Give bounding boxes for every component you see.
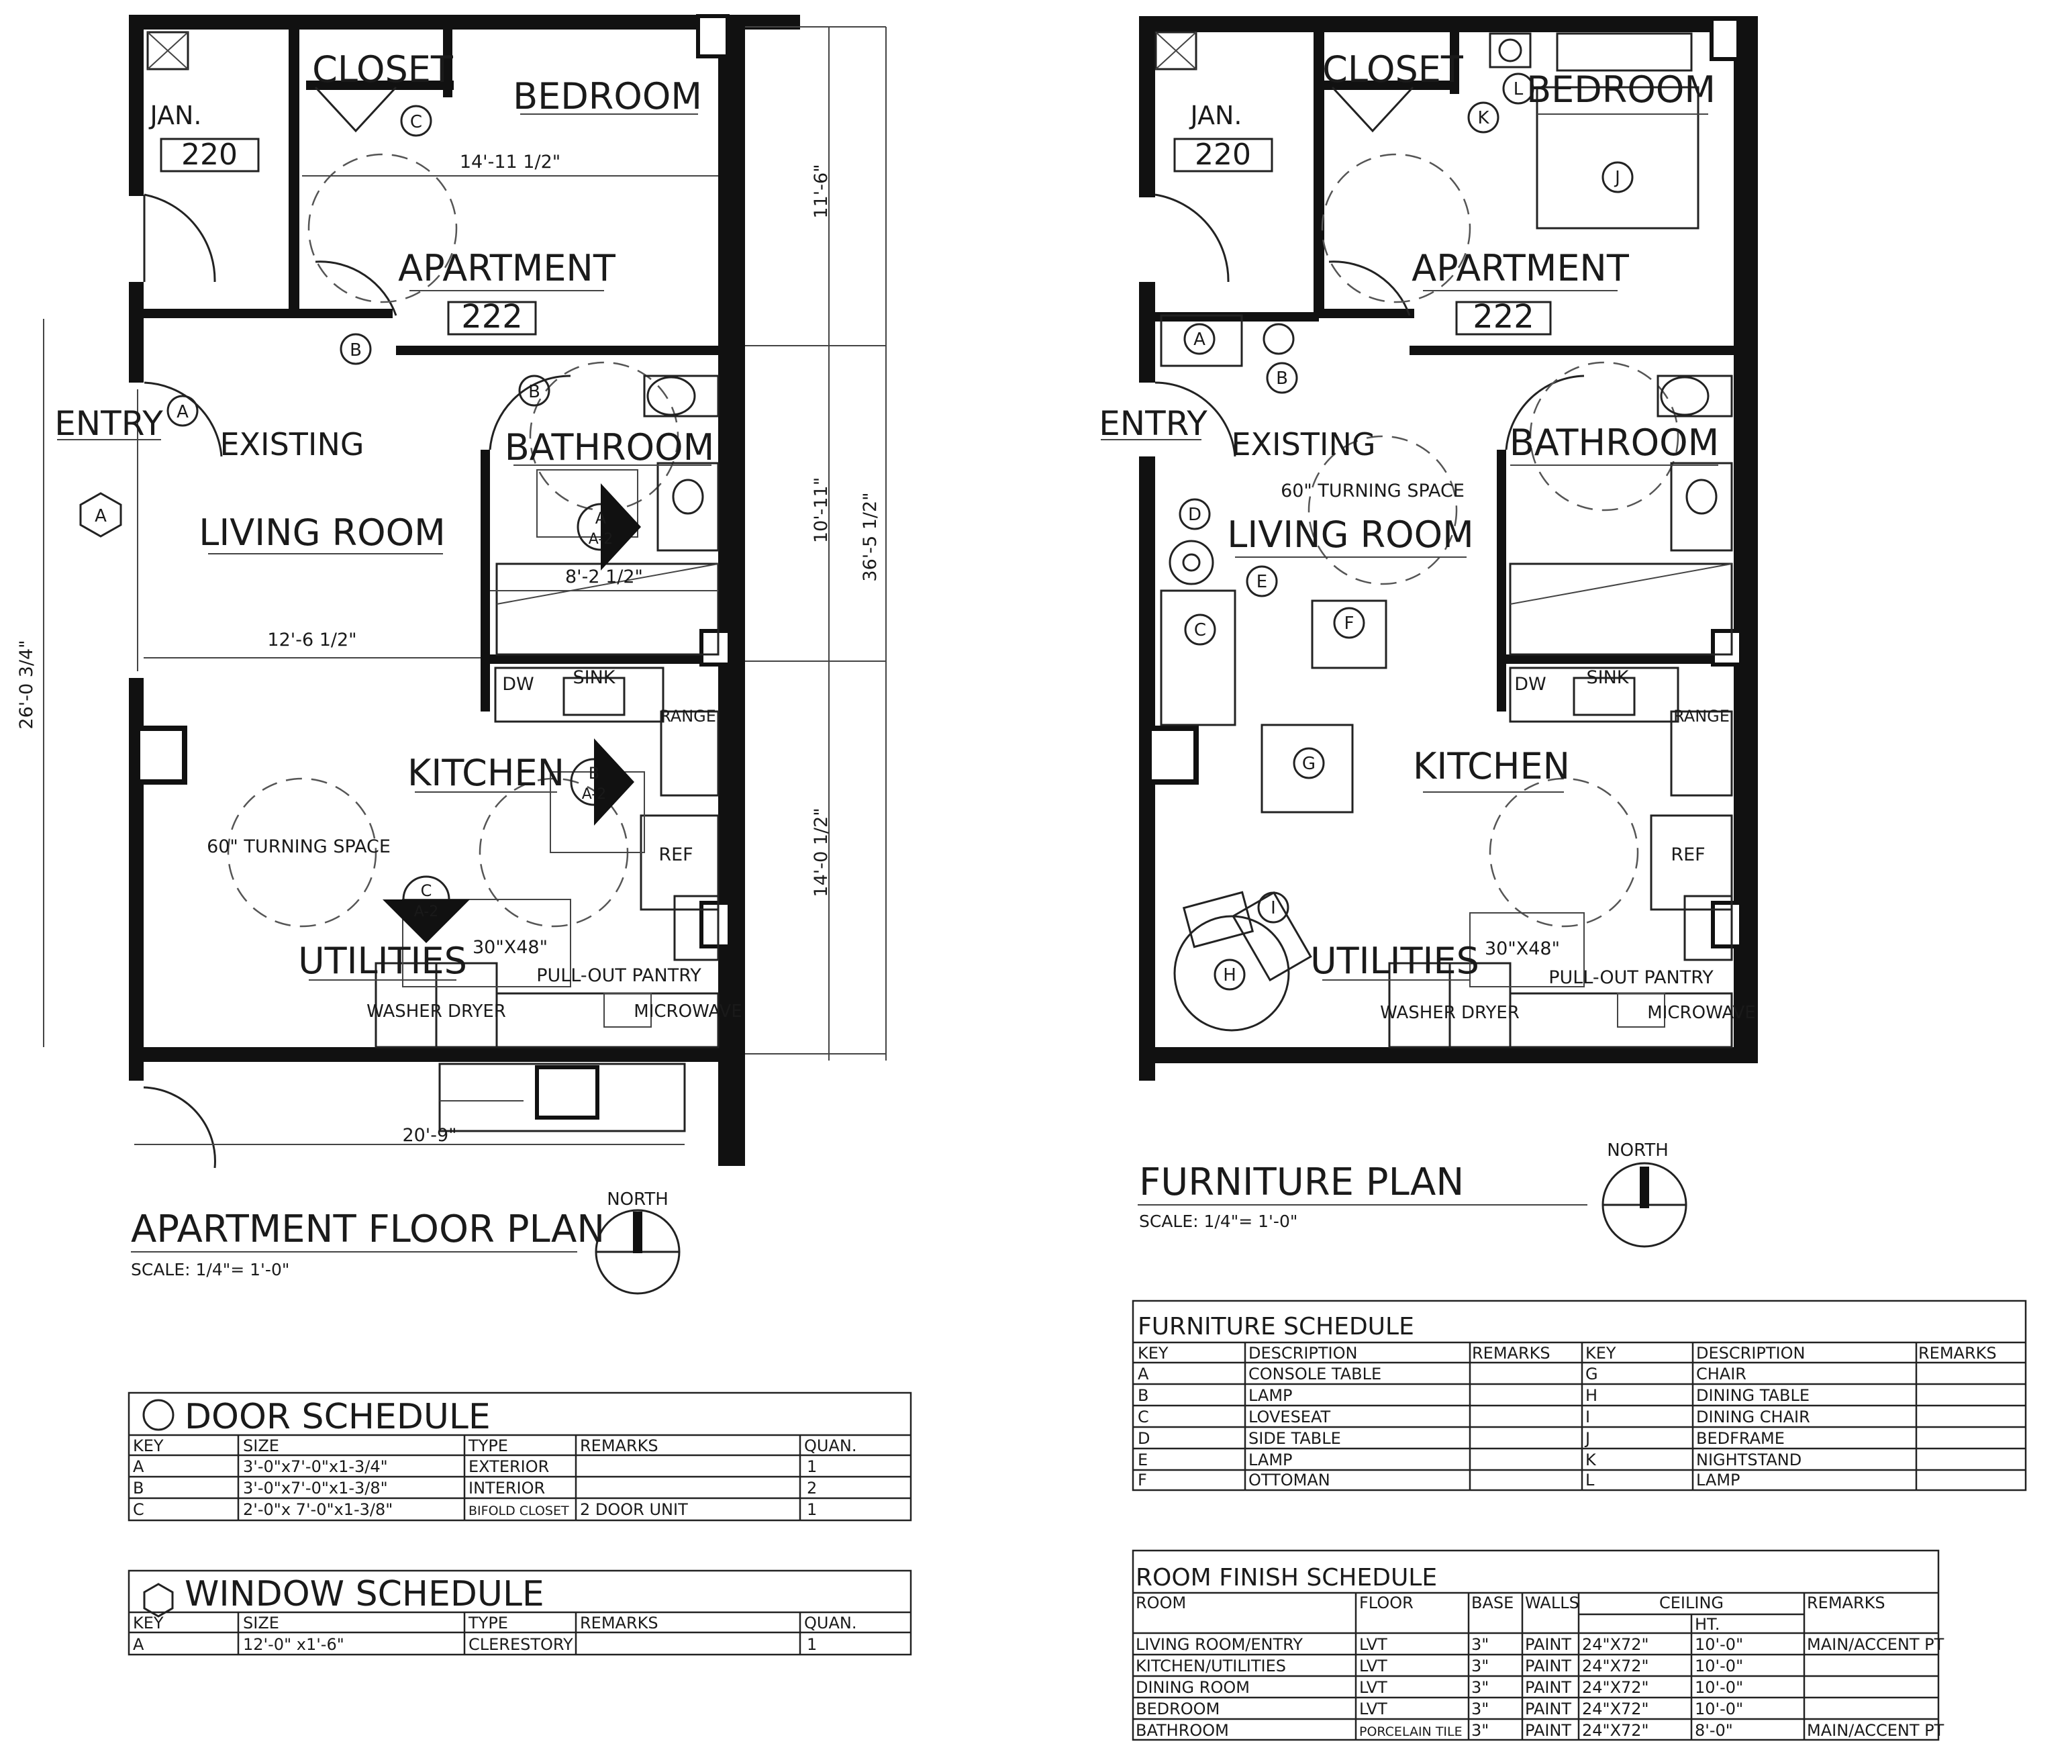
rf-header-room: ROOM <box>1136 1594 1187 1612</box>
pull-out-pantry-label: PULL-OUT PANTRY <box>536 965 701 986</box>
floor-plan-north-label: NORTH <box>607 1189 669 1210</box>
fs-row-2-desc2: DINING TABLE <box>1696 1386 1810 1405</box>
fp-turning-space-label: 60" TURNING SPACE <box>1281 481 1465 501</box>
window-header-type: TYPE <box>468 1614 508 1632</box>
fs-row-6-desc: OTTOMAN <box>1248 1471 1330 1489</box>
rf-row-1-walls: PAINT <box>1525 1635 1572 1654</box>
floor-plan-text <box>16 48 881 1279</box>
dim-bedroom-depth: 11'-6" <box>811 164 832 219</box>
fs-row-5-key2: K <box>1585 1451 1596 1469</box>
fs-row-5-key: E <box>1138 1451 1148 1469</box>
dw-label: DW <box>502 674 534 695</box>
window-schedule-title: WINDOW SCHEDULE <box>185 1574 544 1614</box>
fp-room-number-220: 220 <box>1195 138 1251 172</box>
rf-row-2-walls: PAINT <box>1525 1657 1572 1675</box>
door-header-type: TYPE <box>468 1436 508 1455</box>
rf-row-2-ceiling: 24"X72" <box>1582 1657 1649 1675</box>
floor-plan-title: APARTMENT FLOOR PLAN <box>131 1208 605 1251</box>
fs-row-2-key: B <box>1138 1386 1149 1405</box>
fs-row-3-desc: LOVESEAT <box>1248 1408 1331 1426</box>
fs-header-remarks-2: REMARKS <box>1918 1344 1997 1363</box>
rf-row-2-ht: 10'-0" <box>1695 1657 1744 1675</box>
rf-row-3-floor: LVT <box>1359 1678 1387 1697</box>
door-row-a-size: 3'-0"x7'-0"x1-3/4" <box>243 1457 388 1476</box>
dim-bath-depth: 10'-11" <box>811 477 832 544</box>
door-row-b-key: B <box>133 1479 144 1498</box>
door-row-c-quan: 1 <box>807 1500 818 1519</box>
room-label-entry: ENTRY <box>54 404 163 443</box>
microwave-label: MICROWAVE <box>634 1001 742 1022</box>
section-c-sheet: A-2 <box>413 903 439 920</box>
furniture-schedule-title: FURNITURE SCHEDULE <box>1138 1313 1414 1340</box>
door-header-size: SIZE <box>243 1436 279 1455</box>
rf-row-3-room: DINING ROOM <box>1136 1678 1250 1697</box>
fs-row-6-desc2: LAMP <box>1696 1471 1740 1489</box>
rf-row-1-base: 3" <box>1471 1635 1489 1654</box>
door-row-a-key: A <box>133 1457 144 1476</box>
section-b-sheet: A-2 <box>581 786 607 803</box>
fp-room-label-apartment: APARTMENT <box>1412 247 1629 289</box>
fp-room-label-jan: JAN. <box>1190 101 1242 130</box>
door-tag-a: A <box>177 402 189 422</box>
fs-row-1-desc2: CHAIR <box>1696 1365 1746 1383</box>
fs-header-remarks-1: REMARKS <box>1472 1344 1550 1363</box>
furniture-plan-title: FURNITURE PLAN <box>1139 1161 1465 1204</box>
rf-row-2-base: 3" <box>1471 1657 1489 1675</box>
furniture-key-l: L <box>1513 79 1524 99</box>
fp-microwave-label: MICROWAVE <box>1647 1003 1756 1023</box>
fs-row-4-key: D <box>1138 1429 1150 1448</box>
fs-row-1-key: A <box>1138 1365 1149 1383</box>
window-row-a-type: CLERESTORY <box>468 1635 573 1654</box>
fs-row-4-desc: SIDE TABLE <box>1248 1429 1341 1448</box>
door-schedule <box>133 1397 856 1519</box>
rf-row-3-walls: PAINT <box>1525 1678 1572 1697</box>
furniture-key-f: F <box>1344 614 1354 634</box>
door-tag-b-bedroom: B <box>350 340 362 360</box>
window-tag-a: A <box>95 506 107 526</box>
rf-row-1-remarks: MAIN/ACCENT PT <box>1807 1635 1944 1654</box>
fp-room-label-bedroom: BEDROOM <box>1526 68 1716 111</box>
fs-row-5-desc: LAMP <box>1248 1451 1293 1469</box>
rf-header-walls: WALLS <box>1525 1594 1579 1612</box>
fs-row-3-key2: I <box>1585 1408 1591 1426</box>
door-row-c-size: 2'-0"x 7'-0"x1-3/8" <box>243 1500 393 1519</box>
rf-header-ht: HT. <box>1695 1615 1720 1634</box>
room-label-bedroom: BEDROOM <box>513 75 702 117</box>
fs-header-desc-1: DESCRIPTION <box>1248 1344 1358 1363</box>
door-row-b-type: INTERIOR <box>468 1479 546 1498</box>
apartment-floor-plan <box>44 15 886 1293</box>
fp-room-label-entry: ENTRY <box>1099 404 1207 443</box>
furniture-key-d: D <box>1187 505 1202 525</box>
furniture-key-a: A <box>1193 330 1205 350</box>
door-tag-b-bath: B <box>528 382 540 402</box>
rf-row-1-ht: 10'-0" <box>1695 1635 1744 1654</box>
rf-row-2-floor: LVT <box>1359 1657 1387 1675</box>
fp-washer-dryer-label: WASHER DRYER <box>1380 1003 1520 1023</box>
dim-overall-depth: 36'-5 1/2" <box>860 492 881 582</box>
fs-row-3-desc2: DINING CHAIR <box>1696 1408 1810 1426</box>
room-number-222: 222 <box>461 298 523 336</box>
section-b-letter: B <box>588 764 600 783</box>
rf-row-1-floor: LVT <box>1359 1635 1387 1654</box>
clearance-label: 30"X48" <box>472 937 548 958</box>
furniture-key-k: K <box>1477 108 1489 128</box>
window-header-size: SIZE <box>243 1614 279 1632</box>
dim-overall-width: 20'-9" <box>402 1125 457 1146</box>
fs-row-2-desc: LAMP <box>1248 1386 1293 1405</box>
rf-row-5-ceiling: 24"X72" <box>1582 1721 1649 1740</box>
furniture-plan-scale: SCALE: 1/4"= 1'-0" <box>1139 1212 1298 1231</box>
window-schedule <box>133 1574 856 1654</box>
rf-row-1-room: LIVING ROOM/ENTRY <box>1136 1635 1303 1654</box>
room-label-living-room: LIVING ROOM <box>199 511 446 554</box>
fp-room-number-222: 222 <box>1473 298 1534 336</box>
rf-row-3-base: 3" <box>1471 1678 1489 1697</box>
room-label-bathroom: BATHROOM <box>504 426 715 469</box>
section-a-letter: A <box>595 509 607 528</box>
rf-row-3-ht: 10'-0" <box>1695 1678 1744 1697</box>
rf-row-5-base: 3" <box>1471 1721 1489 1740</box>
door-row-a-quan: 1 <box>807 1457 818 1476</box>
rf-row-4-ceiling: 24"X72" <box>1582 1700 1649 1718</box>
room-label-jan: JAN. <box>150 101 202 130</box>
window-row-a-quan: 1 <box>807 1635 818 1654</box>
fs-row-1-desc: CONSOLE TABLE <box>1248 1365 1382 1383</box>
furniture-schedule <box>1138 1313 1997 1489</box>
rf-row-5-ht: 8'-0" <box>1695 1721 1733 1740</box>
fs-header-key-1: KEY <box>1138 1344 1169 1363</box>
fp-clearance-label: 30"X48" <box>1484 938 1561 959</box>
dim-bedroom-width: 14'-11 1/2" <box>459 152 561 173</box>
room-number-220: 220 <box>181 138 238 172</box>
door-header-key: KEY <box>133 1436 164 1455</box>
section-a-sheet: A-2 <box>588 531 613 548</box>
fp-range-label: RANGE <box>1673 707 1730 726</box>
fp-dw-label: DW <box>1514 674 1546 695</box>
rf-row-4-ht: 10'-0" <box>1695 1700 1744 1718</box>
washer-dryer-label: WASHER DRYER <box>366 1001 506 1022</box>
fp-room-label-kitchen: KITCHEN <box>1413 745 1570 787</box>
fs-row-1-key2: G <box>1585 1365 1598 1383</box>
ref-label: REF <box>658 844 693 865</box>
rf-row-5-remarks: MAIN/ACCENT PT <box>1807 1721 1944 1740</box>
door-header-quan: QUAN. <box>804 1436 857 1455</box>
door-row-a-type: EXTERIOR <box>468 1457 550 1476</box>
fp-room-label-closet: CLOSET <box>1322 48 1463 91</box>
room-finish-schedule <box>1136 1564 1944 1740</box>
rf-header-floor: FLOOR <box>1359 1594 1414 1612</box>
rf-row-5-walls: PAINT <box>1525 1721 1572 1740</box>
room-label-apartment: APARTMENT <box>398 247 615 289</box>
fp-room-label-utilities: UTILITIES <box>1310 940 1479 982</box>
section-c-letter: C <box>420 881 432 900</box>
dim-bath-width: 8'-2 1/2" <box>565 567 643 587</box>
door-row-b-size: 3'-0"x7'-0"x1-3/8" <box>243 1479 388 1498</box>
furniture-key-e: E <box>1256 572 1268 592</box>
rf-row-4-walls: PAINT <box>1525 1700 1572 1718</box>
fs-row-2-key2: H <box>1585 1386 1598 1405</box>
rf-header-ceiling: CEILING <box>1659 1594 1724 1612</box>
window-row-a-key: A <box>133 1635 144 1654</box>
fp-room-label-bathroom: BATHROOM <box>1509 422 1720 464</box>
room-label-utilities: UTILITIES <box>298 940 467 982</box>
furniture-key-c: C <box>1193 620 1207 640</box>
fp-pull-out-pantry-label: PULL-OUT PANTRY <box>1548 967 1714 988</box>
rf-row-4-floor: LVT <box>1359 1700 1387 1718</box>
rf-row-1-ceiling: 24"X72" <box>1582 1635 1649 1654</box>
fs-row-4-desc2: BEDFRAME <box>1696 1429 1785 1448</box>
door-row-c-key: C <box>133 1500 144 1519</box>
window-header-remarks: REMARKS <box>580 1614 658 1632</box>
rf-row-5-room: BATHROOM <box>1136 1721 1229 1740</box>
dim-kitchen-depth: 14'-0 1/2" <box>811 807 832 897</box>
fs-row-5-desc2: NIGHTSTAND <box>1696 1451 1802 1469</box>
furniture-key-h: H <box>1223 965 1236 985</box>
door-row-c-remarks: 2 DOOR UNIT <box>580 1500 688 1519</box>
furniture-key-g: G <box>1301 754 1316 774</box>
window-header-key: KEY <box>133 1614 164 1632</box>
rf-header-remarks: REMARKS <box>1807 1594 1885 1612</box>
door-row-c-type: BIFOLD CLOSET <box>468 1504 569 1518</box>
rf-row-4-room: BEDROOM <box>1136 1700 1220 1718</box>
rf-row-5-floor: PORCELAIN TILE <box>1359 1724 1463 1739</box>
fp-ref-label: REF <box>1671 844 1706 865</box>
window-header-quan: QUAN. <box>804 1614 857 1632</box>
fp-sink-label: SINK <box>1586 667 1629 688</box>
turning-space-label: 60" TURNING SPACE <box>207 836 391 857</box>
fs-row-3-key: C <box>1138 1408 1149 1426</box>
rf-row-3-ceiling: 24"X72" <box>1582 1678 1649 1697</box>
room-label-closet: CLOSET <box>312 48 453 91</box>
window-row-a-size: 12'-0" x1'-6" <box>243 1635 344 1654</box>
range-label: RANGE <box>660 707 716 726</box>
fp-room-label-existing: EXISTING <box>1231 426 1376 462</box>
room-label-kitchen: KITCHEN <box>407 752 564 794</box>
door-row-b-quan: 2 <box>807 1479 818 1498</box>
door-schedule-title: DOOR SCHEDULE <box>185 1397 491 1437</box>
door-header-remarks: REMARKS <box>580 1436 658 1455</box>
furniture-key-b: B <box>1276 369 1288 389</box>
door-tag-c: C <box>409 112 423 132</box>
fs-row-4-key2: J <box>1585 1429 1591 1448</box>
fs-header-desc-2: DESCRIPTION <box>1696 1344 1806 1363</box>
rf-row-2-room: KITCHEN/UTILITIES <box>1136 1657 1286 1675</box>
room-label-existing: EXISTING <box>219 426 364 462</box>
furniture-key-j: J <box>1615 168 1620 188</box>
dim-living-depth: 26'-0 3/4" <box>16 640 37 730</box>
furniture-plan-north-label: NORTH <box>1607 1140 1669 1161</box>
furniture-key-i: I <box>1271 898 1276 918</box>
sink-label: SINK <box>573 667 615 688</box>
room-finish-title: ROOM FINISH SCHEDULE <box>1136 1564 1438 1591</box>
fs-header-key-2: KEY <box>1585 1344 1616 1363</box>
rf-header-base: BASE <box>1471 1594 1514 1612</box>
fp-room-label-living-room: LIVING ROOM <box>1227 513 1474 556</box>
dim-living-width: 12'-6 1/2" <box>267 630 357 650</box>
rf-row-4-base: 3" <box>1471 1700 1489 1718</box>
fs-row-6-key: F <box>1138 1471 1147 1489</box>
floor-plan-scale: SCALE: 1/4"= 1'-0" <box>131 1260 290 1279</box>
fs-row-6-key2: L <box>1585 1471 1595 1489</box>
